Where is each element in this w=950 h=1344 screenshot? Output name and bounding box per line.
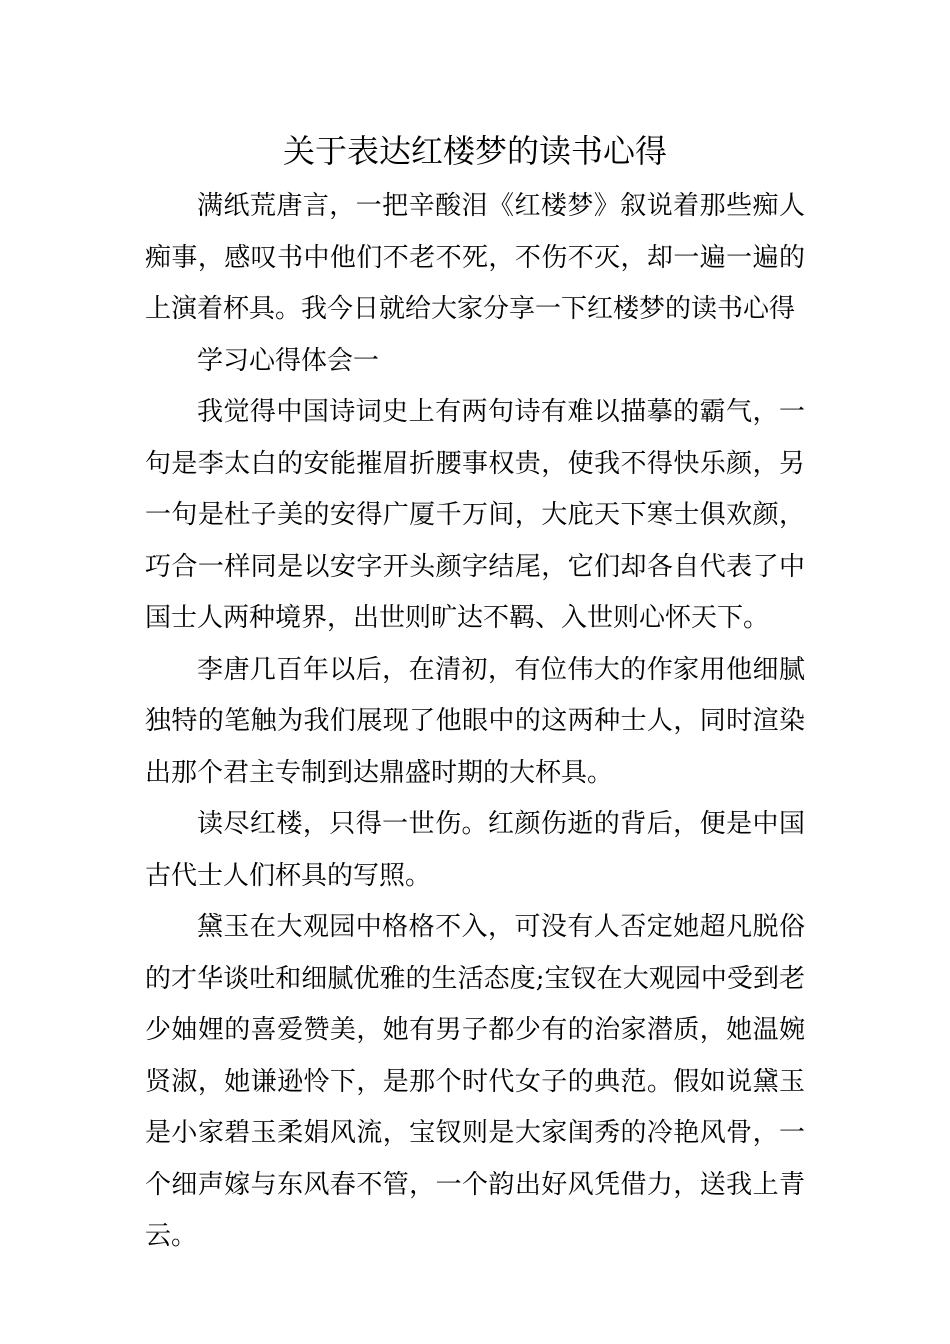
section-heading: 学习心得体会一 <box>197 345 380 376</box>
document-body <box>145 125 805 1263</box>
paragraph-intro: 满纸荒唐言，一把辛酸泪《红楼梦》叙说着那些痴人痴事，感叹书中他们不老不死，不伤不灭，却一遍一遍的上演着杯具。我今日就给大家分享一下红楼梦的读书心得 <box>145 191 805 324</box>
paragraph-read-through: 读尽红楼，只得一世伤。红颜伤逝的背后，便是中国古代士人们杯具的写照。 <box>145 809 805 891</box>
document-title: 关于表达红楼梦的读书心得 <box>282 132 667 170</box>
paragraph-qing-author: 李唐几百年以后，在清初，有位伟大的作家用他细腻独特的笔触为我们展现了他眼中的这两种士人，同时渲染出那个君主专制到达鼎盛时期的大杯具。 <box>145 654 805 788</box>
paragraph-daiyu-baochai: 黛玉在大观园中格格不入，可没有人否定她超凡脱俗的才华谈吐和细腻优雅的生活态度;宝钗在大观园中受到老少妯娌的喜爱赞美，她有男子都少有的治家潜质，她温婉贤淑，她谦逊怜下，是那个时代女子的典范。假如说黛玉是小家碧玉柔娟风流，宝钗则是大家闺秀的冷艳风骨，一个细声嫁与东风春不管，一个韵出好风凭借力，送我上青云。 <box>145 912 805 1251</box>
paragraph-poetry: 我觉得中国诗词史上有两句诗有难以描摹的霸气，一句是李太白的安能摧眉折腰事权贵，使我不得快乐颜，另一句是杜子美的安得广厦千万间，大庇天下寒士俱欢颜，巧合一样同是以安字开头颜字结尾，它们却各自代表了中国士人两种境界，出世则旷达不羁、入世则心怀天下。 <box>145 397 805 633</box>
